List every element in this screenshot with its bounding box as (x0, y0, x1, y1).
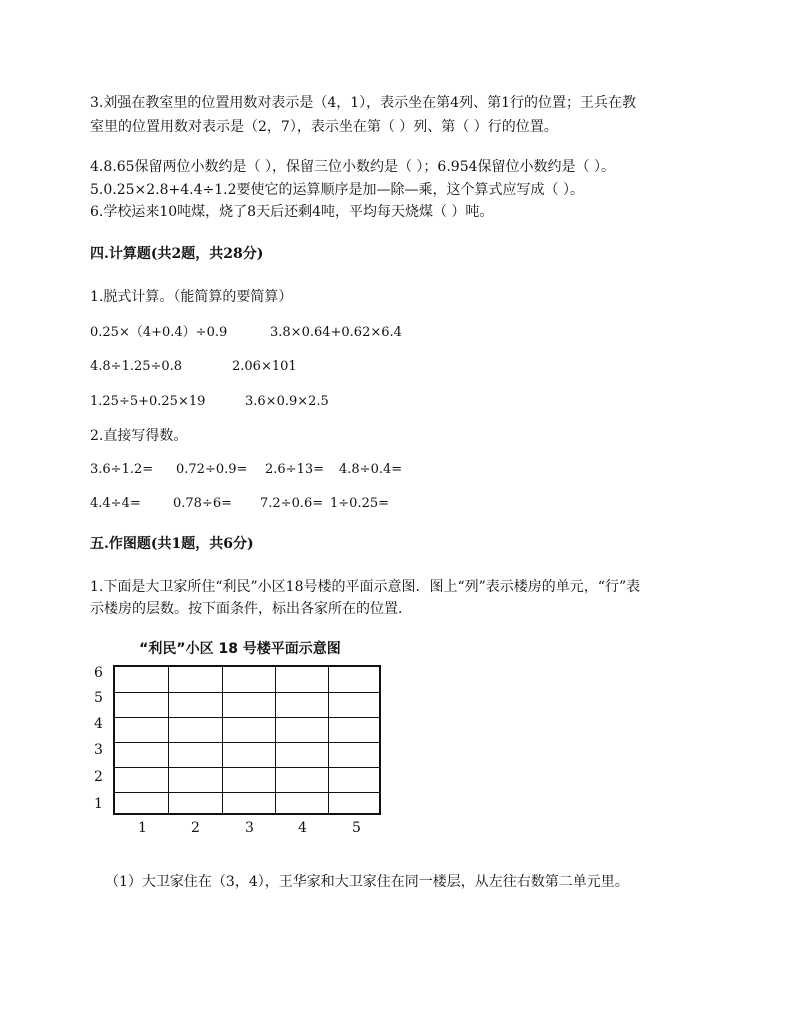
floor-plan-figure (90, 638, 390, 844)
calc-1-title: 1.脱式计算。（能简算的要简算） (90, 289, 293, 305)
calc-2-row (90, 461, 402, 479)
expression: 4.8÷1.25÷0.8 (90, 359, 183, 374)
grid-column-line (328, 667, 329, 813)
row-label: 4 (94, 716, 103, 732)
column-label: 5 (352, 820, 361, 836)
sub-question-1: （1）大卫家住在（3，4），王华家和大卫家住在同一楼层，从左往右数第二单元里。 (105, 874, 629, 890)
row-label: 5 (94, 690, 103, 706)
calc-1-row (90, 358, 297, 376)
calc-1-row (90, 393, 329, 411)
drawing-question-line-1: 1.下面是大卫家所住“利民”小区18号楼的平面示意图．图上“列”表示楼房的单元，“行”表 (90, 579, 641, 595)
grid-row-line (115, 792, 379, 793)
expression: 3.8×0.64+0.62×6.4 (270, 325, 402, 340)
expression: 2.6÷13= (265, 462, 325, 477)
calc-1-row (90, 324, 402, 342)
question-3-line-2: 室里的位置用数对表示是（2，7），表示坐在第（ ）列、第（ ）行的位置。 (90, 119, 558, 135)
section-4-heading: 四.计算题(共2题，共28分) (90, 246, 264, 262)
grid-column-line (275, 667, 276, 813)
section-5-heading: 五.作图题(共1题，共6分) (90, 536, 254, 552)
row-label: 3 (94, 742, 103, 758)
grid-row-line (115, 692, 379, 693)
expression: 2.06×101 (232, 359, 297, 374)
floor-plan-grid (113, 665, 381, 815)
expression: 4.4÷4= (90, 496, 141, 511)
drawing-question-line-2: 示楼房的层数。按下面条件，标出各家所在的位置． (90, 601, 412, 617)
question-3-line-1: 3.刘强在教室里的位置用数对表示是（4，1），表示坐在第4列、第1行的位置；王兵在教 (90, 95, 636, 111)
expression: 7.2÷0.6= (260, 496, 324, 511)
row-label: 2 (94, 769, 103, 785)
grid-column-line (168, 667, 169, 813)
figure-title: “利民”小区 18 号楼平面示意图 (139, 641, 341, 657)
calc-2-row (90, 495, 389, 513)
expression: 3.6×0.9×2.5 (245, 394, 329, 409)
expression: 0.25×（4+0.4）÷0.9 (90, 325, 228, 340)
column-label: 1 (138, 820, 147, 836)
question-4: 4.8.65保留两位小数约是（ ），保留三位小数约是（ ）；6.954保留位小数约是（ ）。 (90, 159, 615, 175)
grid-column-line (222, 667, 223, 813)
question-5: 5.0.25×2.8+4.4÷1.2要使它的运算顺序是加—除—乘，这个算式应写成（ ）。 (90, 182, 584, 198)
question-6: 6.学校运来10吨煤，烧了8天后还剩4吨，平均每天烧煤（ ）吨。 (90, 204, 494, 220)
expression: 4.8÷0.4= (339, 462, 403, 477)
expression: 3.6÷1.2= (90, 462, 154, 477)
expression: 1÷0.25= (330, 496, 390, 511)
column-label: 2 (191, 820, 200, 836)
column-label: 3 (245, 820, 254, 836)
calc-2-title: 2.直接写得数。 (90, 428, 188, 444)
expression: 1.25÷5+0.25×19 (90, 394, 206, 409)
row-label: 6 (94, 665, 103, 681)
column-label: 4 (298, 820, 307, 836)
row-label: 1 (94, 796, 103, 812)
expression: 0.78÷6= (173, 496, 233, 511)
grid-row-line (115, 717, 379, 718)
grid-row-line (115, 767, 379, 768)
grid-row-line (115, 742, 379, 743)
expression: 0.72÷0.9= (176, 462, 248, 477)
